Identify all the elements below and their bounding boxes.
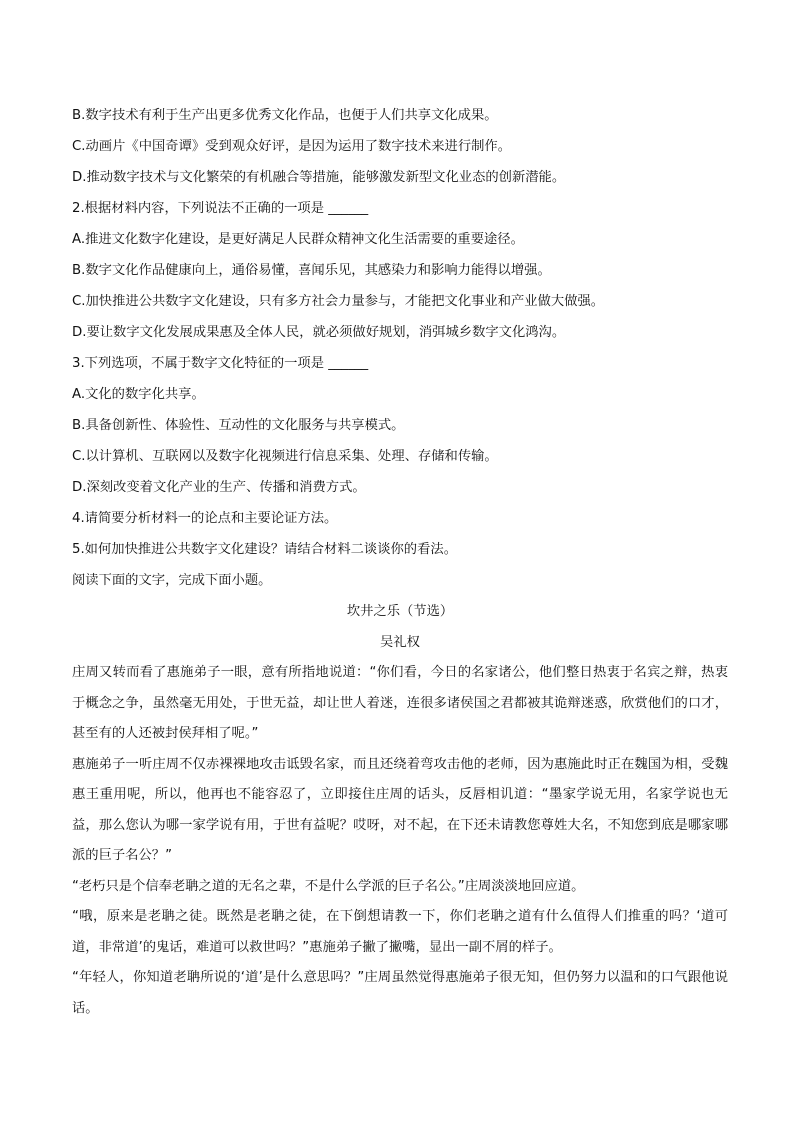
question-line: 4.请简要分析材料一的论点和主要论证方法。 bbox=[72, 511, 338, 526]
question-line: 5.如何加快推进公共数字文化建设？请结合材料二谈谈你的看法。 bbox=[72, 542, 457, 557]
option-line: A.推进文化数字化建设，是更好满足人民群众精神文化生活需要的重要途径。 bbox=[72, 232, 524, 247]
article-paragraph: 惠施弟子一听庄周不仅赤裸裸地攻击诋毁名家，而且还绕着弯攻击他的老师，因为惠施此时正在魏国为相，受魏惠王重用呢，所以，他再也不能容忍了，立即接住庄周的话头，反唇相讥道：“墨家学说无用，名家学说也无益，那么您认为哪一家学说有用，于世有益呢？哎呀，对不起，在下还未请教您尊姓大名，不知您到底是哪家哪派的巨子名公？” bbox=[72, 756, 728, 863]
article-author: 吴礼权 bbox=[380, 635, 420, 650]
option-line: C.加快推进公共数字文化建设，只有多方社会力量参与，才能把文化事业和产业做大做强。 bbox=[72, 294, 605, 309]
instruction-line: 阅读下面的文字，完成下面小题。 bbox=[72, 573, 272, 588]
question-line: 2.根据材料内容，下列说法不正确的一项是 ______ bbox=[72, 201, 369, 216]
option-line: C.以计算机、互联网以及数字化视频进行信息采集、处理、存储和传输。 bbox=[72, 449, 498, 464]
article-paragraph: 庄周又转而看了惠施弟子一眼，意有所指地说道：“你们看，今日的名家诸公，他们整日热衷于名宾之辩，热衷于概念之争，虽然毫无用处，于世无益，却让世人着迷，连很多诸侯国之君都被其诡辩迷惑，欣赏他们的口才，甚至有的人还被封侯拜相了呢。” bbox=[72, 665, 728, 741]
option-line: D.推动数字技术与文化繁荣的有机融合等措施，能够激发新型文化业态的创新潜能。 bbox=[72, 170, 566, 185]
option-line: D.深刻改变着文化产业的生产、传播和消费方式。 bbox=[72, 480, 366, 495]
article-paragraph: “年轻人，你知道老聃所说的‘道’是什么意思吗？”庄周虽然觉得惠施弟子很无知，但仍努力以温和的口气跟他说话。 bbox=[72, 970, 728, 1016]
option-line: A.文化的数字化共享。 bbox=[72, 387, 205, 402]
article-paragraph: “老朽只是个信奉老聃之道的无名之辈，不是什么学派的巨子名公。”庄周淡淡地回应道。 bbox=[72, 878, 585, 894]
article-title: 坎井之乐（节选） bbox=[346, 604, 454, 619]
question-line: 3.下列选项，不属于数字文化特征的一项是 ______ bbox=[72, 356, 369, 371]
option-line: B.数字技术有利于生产出更多优秀文化作品，也便于人们共享文化成果。 bbox=[72, 108, 498, 123]
article-paragraph: “哦，原来是老聃之徒。既然是老聃之徒，在下倒想请教一下，你们老聃之道有什么值得人们推重的吗？‘道可道，非常道’的鬼话，难道可以救世吗？”惠施弟子撇了撇嘴，显出一副不屑的样子。 bbox=[72, 909, 728, 955]
option-line: D.要让数字文化发展成果惠及全体人民，就必须做好规划，消弭城乡数字文化鸿沟。 bbox=[72, 325, 566, 340]
document-page bbox=[72, 100, 728, 1024]
option-line: C.动画片《中国奇谭》受到观众好评，是因为运用了数字技术来进行制作。 bbox=[72, 139, 512, 154]
option-line: B.具备创新性、体验性、互动性的文化服务与共享模式。 bbox=[72, 418, 405, 433]
option-line: B.数字文化作品健康向上，通俗易懂，喜闻乐见，其感染力和影响力能得以增强。 bbox=[72, 263, 551, 278]
